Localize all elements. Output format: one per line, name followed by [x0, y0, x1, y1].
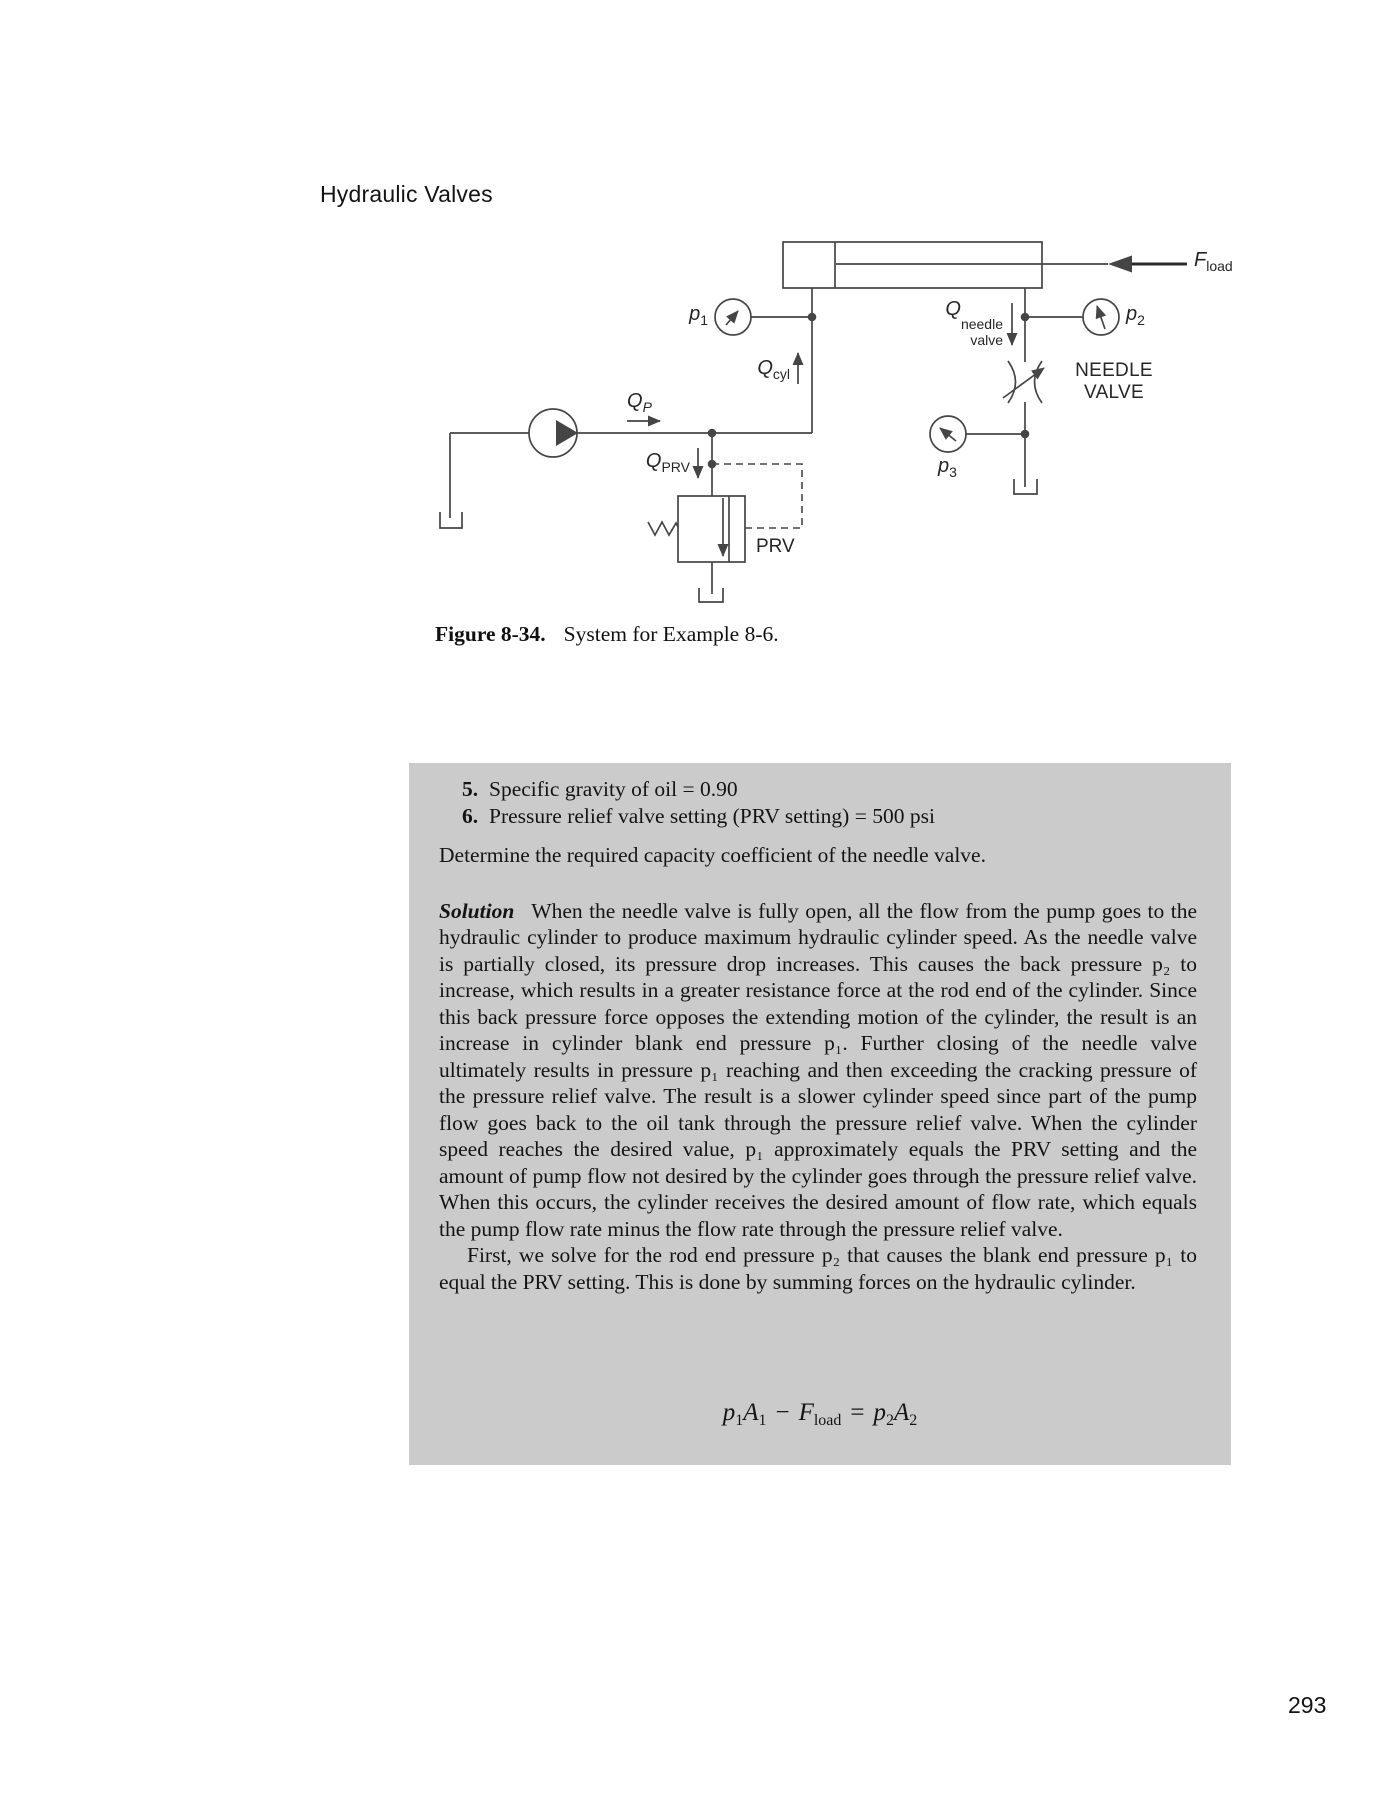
label-f-load: $F_{load}$: [1194, 249, 1233, 274]
solution-text: When the needle valve is fully open, all the flow from the pump goes to the hydraulic cylinder to produce maximum hydraulic cylinder speed. As the needle valve is partially closed, its pressure drop increases. This causes the back pressure p₂ to increase, which results in a greater resistance force at the rod end of the cylinder. Since this back pressure force opposes the extending motion of the cylinder, the result is an increase in cylinder blank end pressure p₁. Further closing of the needle valve ultimately results in pressure p₁ reaching and then exceeding the cracking pressure of the pressure relief valve. The result is a slower cylinder speed since part of the pump flow goes back to the oil tank through the pressure relief valve. When the cylinder speed reaches the desired value, p₁ approximately equals the PRV setting and the amount of pump flow not desired by the cylinder goes through the pressure relief valve. When this occurs, the cylinder receives the desired amount of flow rate, which equals the pump flow rate minus the flow rate through the pressure relief valve.: [439, 898, 1197, 1241]
figure-caption-label: Figure 8-34.: [435, 622, 546, 646]
figure-caption-text: System for Example 8-6.: [563, 622, 779, 646]
reservoir-icon: [440, 512, 462, 528]
page-number: 293: [1288, 1692, 1327, 1718]
pressure-gauge-p2-icon: [1025, 299, 1119, 335]
figure-caption: [435, 622, 779, 647]
example-box: [409, 763, 1231, 1465]
item-number: 5.: [462, 777, 479, 801]
pump-icon: [529, 409, 578, 457]
reservoir-icon: [699, 588, 723, 602]
given-item-5: [462, 763, 1231, 803]
item-number: 6.: [462, 803, 479, 828]
item-text: Specific gravity of oil = 0.90: [489, 777, 738, 801]
label-q-needle-valve: Q needle valve: [945, 298, 1003, 349]
load-arrow-icon: [1108, 256, 1187, 273]
force-balance-equation: $p_1A_1 - F_{load} = p_2A_2$: [722, 1399, 918, 1429]
label-q-cyl: $Q_{cyl}$: [757, 357, 790, 382]
problem-statement: Determine the required capacity coefficient of the needle valve.: [439, 843, 986, 867]
solution-paragraph: [439, 898, 1197, 1243]
label-p1: $p_1$: [689, 303, 708, 328]
pressure-gauge-p1-icon: [715, 299, 812, 335]
cylinder-icon: [783, 242, 1108, 288]
spring-icon: [648, 522, 678, 535]
needle-valve-icon: [1003, 361, 1044, 403]
pressure-gauge-p3-icon: [930, 416, 1025, 452]
item-text: Pressure relief valve setting (PRV setting) = 500 psi: [489, 803, 935, 828]
label-p2: $p_2$: [1126, 303, 1145, 328]
label-q-pump: $Q_P$: [627, 390, 652, 415]
label-q-prv: $Q_{PRV}$: [645, 450, 690, 475]
solution-paragraph-2: First, we solve for the rod end pressure p₂ that causes the blank end pressure p₁ to equal the PRV setting. This is done by summing forces on the hydraulic cylinder.: [439, 1243, 1197, 1294]
given-item-6: [462, 803, 1231, 830]
prv-icon: [648, 496, 745, 562]
solution-label: Solution: [439, 898, 515, 923]
label-prv: PRV: [756, 536, 795, 557]
label-p3: $p_3$: [938, 455, 957, 480]
label-needle-valve: NEEDLE VALVE: [1075, 360, 1153, 403]
running-header: Hydraulic Valves: [320, 181, 493, 207]
